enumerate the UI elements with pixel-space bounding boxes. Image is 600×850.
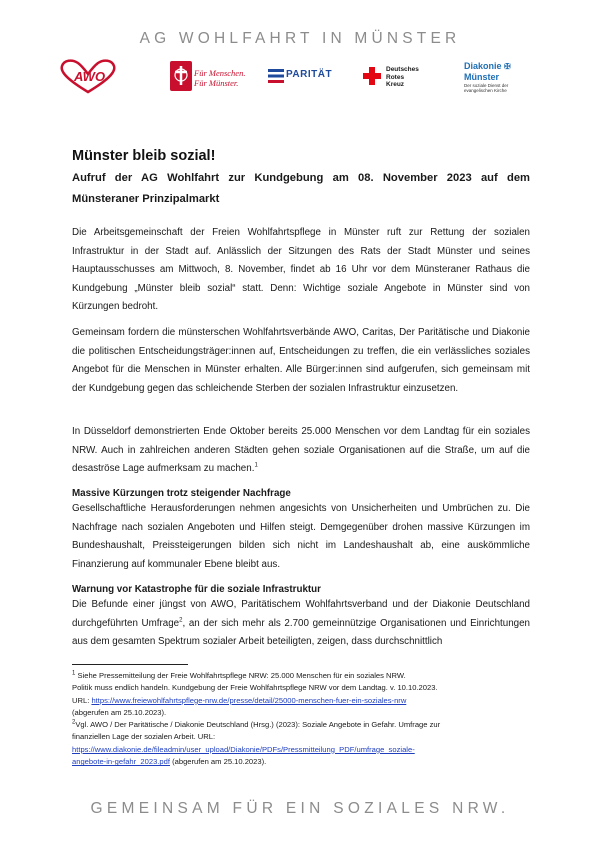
paragraph-1: Die Arbeitsgemeinschaft der Freien Wohlfahrtspflege in Münster ruft zur Rettung der sozialen Infrastruktur in der Stadt auf. Anlässlich der Sitzungen des Rats der Stadt Münster und seines Hauptausschusses am Mittwoch, 8. November, findet ab 16 Uhr vor dem Münsteraner Rathaus die Kundgebung „Münster bleib sozial“ statt. Denn: Wichtige soziale Angebote in Münster sind von Kürzungen bedroht. — [72, 227, 530, 313]
paragraph-5-text-b: , an der sich mehr als 2.700 gemeinnützige Organisationen und Einrichtungen aus dem gesamten Spektrum sozialer Arbeit beteiligten, zeigen, dass durchschnittlich — [72, 617, 530, 648]
header-title: AG WOHLFAHRT IN MÜNSTER — [139, 30, 461, 47]
drk-line-1: Deutsches — [386, 66, 419, 73]
footnote-2-link-part-2[interactable]: angebote-in-gefahr_2023.pdf — [72, 757, 170, 767]
footnote-ref-1[interactable]: 1 — [254, 462, 258, 469]
document-title: Münster bleib sozial! — [72, 148, 216, 164]
footnote-2-line-2: finanziellen Lage der sozialen Arbeit. URL: — [72, 732, 216, 742]
footnote-1-line-2: Politik muss endlich handeln. Kundgebung der Freie Wohlfahrtspflege NRW vor dem Landtag. v. 10.10.2023. — [72, 683, 438, 693]
diakonie-cross-icon: ✠ — [504, 62, 511, 71]
drk-line-2: Rotes — [386, 73, 405, 81]
caritas-cross-icon — [170, 61, 192, 91]
footnote-2-line-3 — [72, 744, 532, 756]
awo-text: AWO — [74, 69, 106, 84]
footnote-1 — [72, 670, 532, 720]
footnote-2-number: 2 — [72, 719, 76, 726]
paritat-bars-icon — [268, 69, 284, 83]
footer-slogan: GEMEINSAM FÜR EIN SOZIALES NRW. — [90, 800, 510, 817]
paragraph-5 — [72, 596, 530, 652]
drk-text — [386, 66, 419, 89]
footnote-1-line-1: $^1$ Siehe Pressemitteilung der Freie Wohlfahrtspflege NRW: 25.000 Menschen für ein soziales NRW. — [72, 670, 406, 680]
paragraph-4: Gesellschaftliche Herausforderungen nehmen angesichts von Unsicherheiten und Umbrüchen zu. Die Nachfrage nach sozialen Angeboten und Hilfen steigt. Demgegenüber drohen massive Kürzungen im Bundeshaushalt, Preissteigerungen bilden sich nicht im Landeshaushalt ab, eine auskömmliche Finanzierung auf kommunaler Ebene bleibt aus. — [72, 503, 530, 570]
paragraph-5-text-a: Die Befunde einer jüngst von AWO, Paritätischem Wohlfahrtsverband und der Diakonie Deutschland durchgeführten Umfrage — [72, 599, 530, 629]
caritas-text — [194, 68, 245, 88]
red-cross-icon — [363, 67, 381, 85]
caritas-line-1: Für Menschen. — [194, 68, 246, 78]
diakonie-line-2: Münster — [464, 72, 500, 82]
paragraph-3-text: In Düsseldorf demonstrierten Ende Oktober bereits 25.000 Menschen vor dem Landtag für ein soziales NRW. Auch in zahlreichen anderen Städten gehen soziale Organisationen auf die Straße, um auf die desaströse Lage aufmerksam zu machen. — [72, 426, 530, 475]
diakonie-tagline: Der soziale Dienst der evangelischen Kirche — [464, 83, 509, 93]
footnote-1-number: 1 — [72, 670, 76, 677]
footnote-1-line-4: (abgerufen am 25.10.2023). — [72, 708, 167, 718]
section-heading-warnung: Warnung vor Katastrophe für die soziale Infrastruktur — [72, 584, 321, 595]
paritat-logo — [268, 58, 338, 94]
footnote-1-link[interactable]: https://www.freiewohlfahrtspflege-nrw.de/presse/detail/25000-menschen-fuer-ein-soziales-nrw — [91, 695, 407, 705]
caritas-line-2: Für Münster. — [194, 78, 239, 88]
section-heading-kuerzungen: Massive Kürzungen trotz steigender Nachfrage — [72, 488, 291, 499]
document-subtitle: Aufruf der AG Wohlfahrt zur Kundgebung am 08. November 2023 auf dem Münsteraner Prinzipalmarkt — [72, 172, 530, 205]
footnote-2-link-part-1[interactable]: https://www.diakonie.de/fileadmin/user_upload/Diakonie/PDFs/Pressmitteilung_PDF/umfrage_soziale- — [72, 744, 415, 754]
paritat-text: PARITÄT — [286, 69, 333, 80]
diakonie-line-1: Diakonie ✠ — [464, 61, 511, 71]
awo-logo — [58, 58, 118, 94]
footnote-1-line-3: URL: https://www.freiewohlfahrtspflege-nrw.de/presse/detail/25000-menschen-fuer-ein-soziales-nrw — [72, 695, 407, 705]
drk-line-3: Kreuz — [386, 81, 405, 88]
paragraph-3 — [72, 423, 530, 479]
footnote-divider — [72, 664, 188, 665]
footnote-2 — [72, 719, 532, 769]
footnote-2-line-1: $^2$Vgl. AWO / Der Paritätische / Diakonie Deutschland (Hrsg.) (2023): Soziale Angebote in Gefahr. Umfrage zur — [72, 719, 441, 729]
logo-strip — [58, 58, 528, 94]
diakonie-name — [464, 61, 511, 82]
footnote-ref-2[interactable]: 2 — [179, 617, 183, 624]
footnote-2-line-4: angebote-in-gefahr_2023.pdf (abgerufen am 25.10.2023). — [72, 757, 267, 767]
drk-logo — [363, 58, 433, 94]
diakonie-logo — [464, 58, 534, 94]
caritas-logo — [170, 58, 260, 94]
paragraph-2: Gemeinsam fordern die münsterschen Wohlfahrtsverbände AWO, Caritas, Der Paritätische und Diakonie die politischen Entscheidungsträger:innen auf, Entscheidungen zu treffen, die ein verlässliches soziales Angebot für die Menschen in Münster erhalten. Alle Bürger:innen sind aufgerufen, sich gemeinsam mit der Kundgebung gegen das schleichende Sterben der sozialen Infrastruktur einzusetzen. — [72, 327, 530, 394]
